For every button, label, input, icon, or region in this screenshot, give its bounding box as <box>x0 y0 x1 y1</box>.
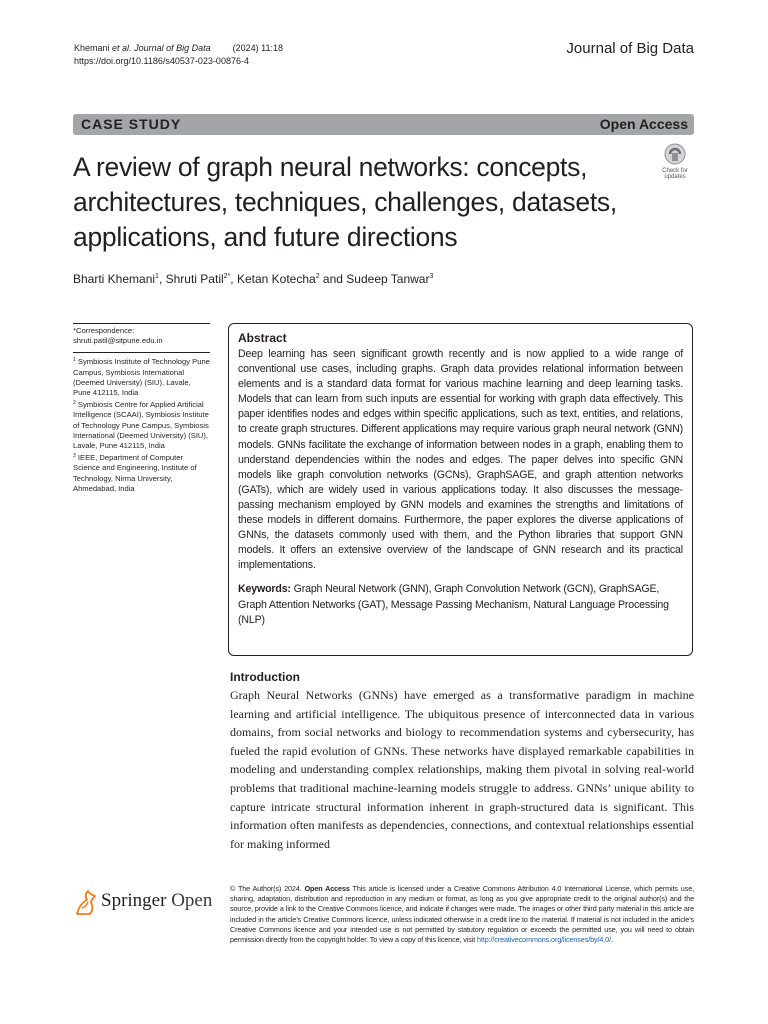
keywords-list: Graph Neural Network (GNN), Graph Convolution Network (GCN), GraphSAGE, Graph Attention Networks (GAT), Message Passing Mechanism, Natural Language Processing (NLP) <box>238 583 669 626</box>
author-separator: , <box>230 272 237 286</box>
license-link[interactable]: http://creativecommons.org/licenses/by/4.0/ <box>477 935 611 945</box>
article-title: A review of graph neural networks: concepts, architectures, techniques, challenges, datasets, applications, and future directions <box>73 152 617 252</box>
copyright: © The Author(s) 2024. <box>230 884 302 893</box>
header-year-issue: (2024) 11:18 <box>232 43 283 53</box>
check-updates-label: Check for updates <box>662 168 688 180</box>
correspondence-email[interactable]: shruti.patil@sitpune.edu.in <box>73 336 163 346</box>
license-text: This article is licensed under a Creative Commons Attribution 4.0 International License, which permits use, sharing, adaptation, distribution and reproduction in any medium or format, as long as you give appropriate credit to the original author(s) and the source, provide a link to the Creative Commons licence, and indicate if changes were made. The images or other third party material in this article are included in the article’s Creative Commons licence, unless indicated otherwise in a credit line to the material. If material is not included in the article’s Creative Commons licence and your intended use is not permitted by statutory regulation or exceeds the permitted use, you will need to obtain permission directly from the copyright holder. To view a copy of this licence, visit <box>230 884 694 945</box>
affiliation: $^1$ Symbiosis Institute of Technology Pune Campus, Symbiosis International (Deemed University) (SIU), Lavale, Pune 412115, India <box>73 357 210 398</box>
license-footer: © The Author(s) 2024. Open Access This article is licensed under a Creative Commons Attribution 4.0 International License, which permits use, sharing, adaptation, distribution and reproduction in any medium or format, as long as you give appropriate credit to the original author(s) and the source, provide a link to the Creative Commons licence, and indicate if changes were made. The images or other third party material in this article are included in the article’s Creative Commons licence, unless indicated otherwise in a credit line to the material. If material is not included in the article’s Creative Commons licence and your intended use is not permitted by statutory regulation or exceeds the permitted use, you will need to obtain permission directly from the copyright holder. To view a copy of this licence, visit http://creativecommons.org/licenses/by/4.0/. <box>230 884 694 945</box>
introduction-text: Graph Neural Networks (GNNs) have emerged as a transformative paradigm in machine learning and artificial intelligence. The ubiquitous presence of interconnected data in various domains, from social networks and biology to recommendation systems and cybersecurity, has fueled the rapid evolution of GNNs. These networks have displayed remarkable capabilities in modeling and understanding complex relationships, making them pivotal in solving real-world problems that traditional machine-learning models struggle to address. GNNs’ unique ability to capture intricate structural information inherent in graph-structured data is significant. This information often manifests as dependencies, connections, and contextual relationships essential for making informed <box>230 688 694 851</box>
author-separator: and <box>319 272 347 286</box>
logo-wordmark: Springer Open <box>101 890 213 911</box>
author-name[interactable]: Shruti Patil <box>165 272 224 286</box>
springer-open-logo <box>73 886 223 918</box>
author-affiliation-ref: 2* <box>223 273 231 280</box>
sidebar-rule <box>73 352 210 353</box>
author-name[interactable]: Ketan Kotecha <box>236 272 316 286</box>
correspondence-sidebar <box>73 323 210 494</box>
header-et-al: et al. <box>112 43 132 53</box>
abstract-heading: Abstract <box>238 331 287 345</box>
citation-line <box>74 42 283 55</box>
abstract-text: Deep learning has seen significant growth recently and is now applied to a wide range of conventional use cases, including graphs. Graph data provides relational information between elements and is a standard data format for various machine learning and deep learning tasks. Models that can learn from such inputs are essential for working with graph data effectively. This paper identifies nodes and edges within specific applications, such as text, entities, and relations, to create graph structures. Different applications may require various graph neural network (GNN) models. GNNs facilitate the exchange of information between nodes in a graph, enabling them to understand dependencies within the nodes and edges. The paper delves into specific GNN models like graph convolution networks (GCNs), GraphSAGE, and graph attention networks (GATs), which are widely used in various applications today. It also discusses the message-passing mechanism employed by GNN models and examines the strengths and limitations of these models in different domains. Furthermore, the paper explores the diverse applications of GNNs, the datasets commonly used with them, and the Python libraries that support GNN models. It offers an extensive overview of the landscape of GNN research and its practical implementations. <box>238 348 683 572</box>
author-name[interactable]: Bharti Khemani <box>73 272 156 286</box>
sidebar-rule <box>73 323 210 324</box>
header-author: Khemani <box>74 43 110 53</box>
author-affiliation-ref: 3 <box>429 273 434 280</box>
keywords <box>238 582 683 627</box>
running-header <box>74 42 283 68</box>
abstract-box <box>228 323 693 656</box>
author-affiliation-ref: 2 <box>315 273 320 280</box>
check-updates-icon <box>657 142 693 168</box>
open-access-label: Open Access <box>599 116 688 132</box>
author-separator: , <box>158 272 166 286</box>
footer-open-access: Open Access <box>304 884 350 893</box>
introduction-heading: Introduction <box>230 670 300 684</box>
header-doi[interactable]: https://doi.org/10.1186/s40537-023-00876-4 <box>74 56 249 66</box>
keywords-label: Keywords: <box>238 583 291 596</box>
springer-horse-icon <box>73 888 99 918</box>
author-name[interactable]: Sudeep Tanwar <box>346 272 430 286</box>
check-for-updates-badge[interactable] <box>657 142 693 178</box>
header-journal: Journal of Big Data <box>134 43 211 53</box>
article-type-banner <box>73 114 694 135</box>
article-type: CASE STUDY <box>81 116 182 132</box>
journal-name: Journal of Big Data <box>566 40 694 57</box>
author-list <box>73 272 433 286</box>
author-affiliation-ref: 1 <box>155 273 159 280</box>
affiliation-list <box>73 355 210 494</box>
affiliation: $^2$ Symbiosis Centre for Applied Artificial Intelligence (SCAAI), Symbiosis Institute of Technology Pune Campus, Symbiosis International (Deemed University) (SIU), Lavale, Pune 412115, India <box>73 400 209 451</box>
correspondence <box>73 326 210 346</box>
correspondence-label: *Correspondence: <box>73 326 135 335</box>
affiliation: $^3$ IEEE, Department of Computer Science and Engineering, Institute of Technology, Nirma University, Ahmedabad, India <box>73 453 197 493</box>
